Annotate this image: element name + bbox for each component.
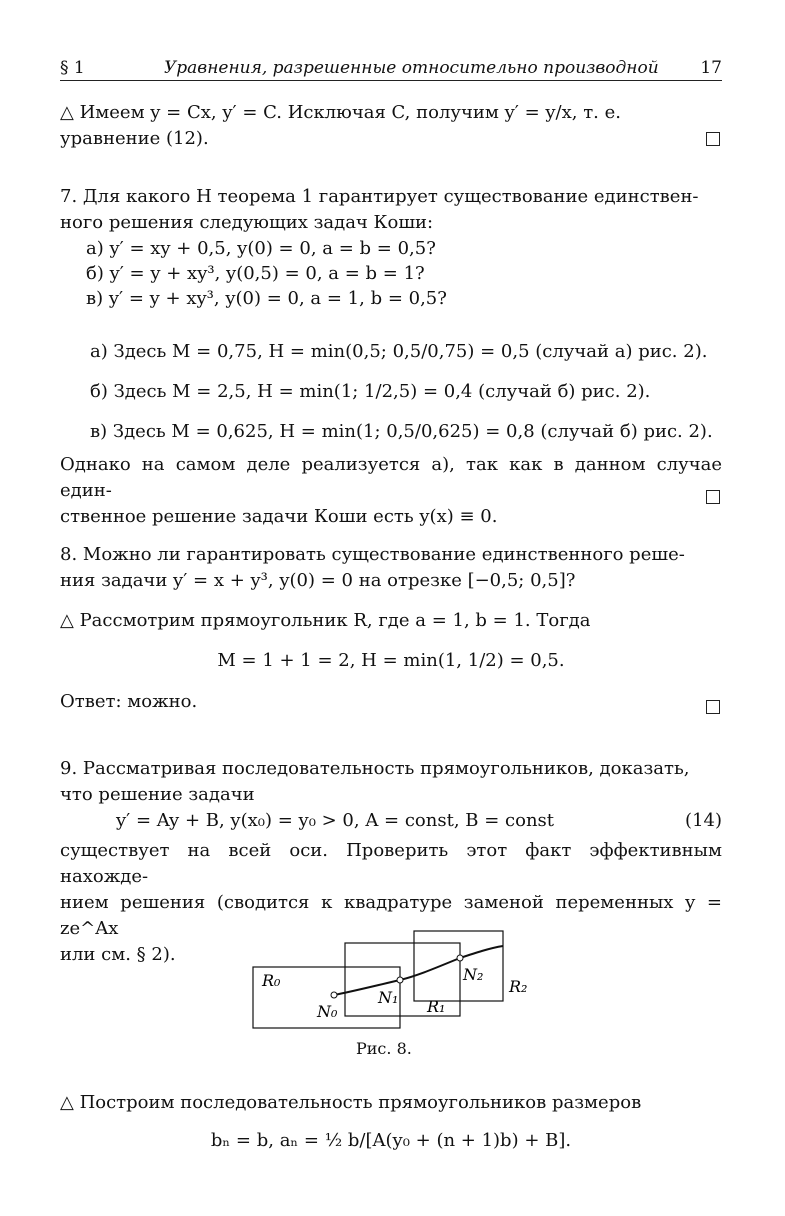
rectangle-r0 — [253, 967, 400, 1028]
label-r2: R₂ — [509, 977, 528, 996]
case-c: в) y′ = y + xy³, y(0) = 0, a = 1, b = 0,5? — [86, 288, 447, 309]
text-line: нием решения (сводится к квадратуре заменой переменных y = ze^Ax — [60, 892, 722, 939]
solution-a: а) Здесь M = 0,75, H = min(0,5; 0,5/0,75) = 0,5 (случай а) рис. 2). — [90, 341, 708, 362]
problem-8 — [60, 542, 722, 594]
solution-7 — [60, 332, 722, 530]
text-line: или см. § 2). — [60, 944, 176, 965]
case-b: б) y′ = y + xy³, y(0,5) = 0, a = b = 1? — [86, 263, 425, 284]
display-formula: M = 1 + 1 = 2, H = min(1, 1/2) = 0,5. — [217, 650, 565, 671]
problem-7 — [60, 184, 722, 311]
text-line: ного решения следующих задач Коши: — [60, 212, 434, 233]
section-number: § 1 — [60, 58, 85, 78]
text-line: 7. Для какого H теорема 1 гарантирует существование единствен- — [60, 186, 699, 207]
point-n1 — [397, 977, 403, 983]
point-n0 — [331, 992, 337, 998]
label-n1: N₁ — [378, 988, 399, 1007]
figure-caption: Рис. 8. — [356, 1039, 412, 1058]
equation-body: y′ = Ay + B, y(x₀) = y₀ > 0, A = const, B = const — [116, 810, 555, 831]
display-formula: bₙ = b, aₙ = ½ b/[A(y₀ + (n + 1)b) + B]. — [210, 1130, 572, 1151]
answer-line: Ответ: можно. — [60, 691, 198, 712]
label-n2: N₂ — [463, 965, 484, 984]
text-line: Однако на самом деле реализуется а), так как в данном случае един- — [60, 454, 722, 501]
solution-9 — [60, 1090, 722, 1151]
label-n0: N₀ — [317, 1002, 338, 1021]
label-r0: R₀ — [262, 971, 281, 990]
solution-6 — [60, 100, 722, 152]
text-line: 9. Рассматривая последовательность прямоугольников, доказать, — [60, 758, 690, 779]
equation-number: (14) — [685, 810, 722, 831]
label-r1: R₁ — [427, 997, 446, 1016]
page-number: 17 — [700, 58, 722, 78]
text-line: 8. Можно ли гарантировать существование единственного реше- — [60, 544, 685, 565]
text-line: ния задачи y′ = x + y³, y(0) = 0 на отрезке [−0,5; 0,5]? — [60, 570, 576, 591]
solution-8 — [60, 608, 722, 715]
equation-14 — [60, 808, 722, 838]
solution-b: б) Здесь M = 2,5, H = min(1; 1/2,5) = 0,4 (случай б) рис. 2). — [90, 381, 651, 402]
running-title: Уравнения, разрешенные относительно производной — [164, 58, 659, 78]
qed-square — [706, 700, 720, 714]
running-header — [60, 52, 722, 81]
text-line: существует на всей оси. Проверить этот факт эффективным нахожде- — [60, 840, 722, 887]
text-line: △ Рассмотрим прямоугольник R, где a = 1, b = 1. Тогда — [60, 610, 591, 631]
text-line: △ Имеем y = Cx, y′ = C. Исключая C, получим y′ = y/x, т. е. — [60, 102, 621, 123]
case-a: а) y′ = xy + 0,5, y(0) = 0, a = b = 0,5? — [86, 238, 436, 259]
text-line: ственное решение задачи Коши есть y(x) ≡ 0. — [60, 506, 498, 527]
solution-c: в) Здесь M = 0,625, H = min(1; 0,5/0,625) = 0,8 (случай б) рис. 2). — [90, 421, 713, 442]
text-line: △ Построим последовательность прямоугольников размеров — [60, 1092, 642, 1113]
qed-square — [706, 490, 720, 504]
problem-9 — [60, 756, 722, 968]
text-line: что решение задачи — [60, 784, 255, 805]
text-line: уравнение (12). — [60, 128, 209, 149]
qed-square — [706, 132, 720, 146]
